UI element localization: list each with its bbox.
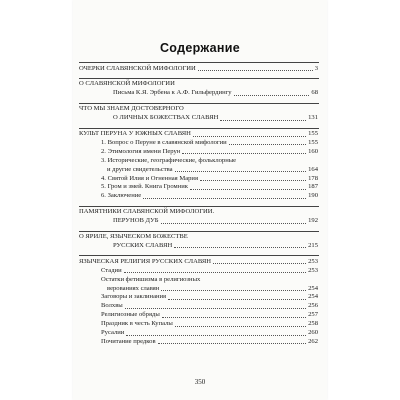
toc-entry[interactable]: [73, 166, 327, 174]
toc-entry-page: 257: [308, 311, 318, 319]
section-divider: [79, 78, 319, 79]
toc-dot-leader: [175, 171, 307, 172]
toc-dot-leader: [158, 343, 307, 344]
toc-dot-leader: [229, 144, 306, 145]
toc-entry-page: 164: [308, 165, 318, 173]
toc-dot-leader: [190, 189, 306, 190]
toc-dot-leader: [161, 223, 307, 224]
toc-entry-title: Праздник в честь Купалы: [101, 320, 173, 328]
toc-entry[interactable]: [73, 302, 327, 310]
toc-entry-title: Заговоры и заклинания: [101, 293, 167, 301]
toc-dot-leader: [200, 180, 306, 181]
toc-entry-title: Волхвы: [101, 302, 123, 310]
toc-entry-title: Русалии: [101, 329, 125, 336]
toc-entry-title: Религиозные обряды: [101, 311, 160, 319]
toc-entry-page: 131: [308, 114, 318, 122]
toc-dot-leader: [193, 136, 306, 137]
toc-entry[interactable]: [73, 65, 327, 73]
toc-entry[interactable]: [73, 80, 327, 88]
toc-entry[interactable]: [73, 148, 327, 156]
toc-entry[interactable]: [73, 320, 327, 328]
toc-entry-page: 3: [314, 64, 318, 72]
toc-entry-title: КУЛЬТ ПЕРУНА У ЮЖНЫХ СЛАВЯН: [79, 130, 191, 137]
toc-dot-leader: [143, 198, 306, 199]
toc-entry-page: 68: [311, 89, 318, 97]
toc-entry[interactable]: [73, 217, 327, 225]
toc-dot-leader: [161, 290, 306, 291]
toc-entry-page: 254: [308, 293, 318, 301]
toc-entry[interactable]: [73, 285, 327, 293]
toc-dot-leader: [198, 70, 313, 71]
toc-entry[interactable]: [73, 157, 327, 165]
toc-entry-page: 155: [308, 138, 318, 146]
toc-entry-page: 262: [308, 337, 318, 345]
toc-entry[interactable]: [73, 192, 327, 200]
toc-entry[interactable]: [73, 139, 327, 147]
section-divider: [79, 62, 319, 63]
section-divider: [79, 103, 319, 104]
toc-entry-page: 187: [308, 183, 318, 191]
toc-entry-title: 4. Святой Илия и Огненная Мария: [101, 174, 198, 182]
page-number: 350: [194, 378, 206, 386]
section-divider: [79, 231, 319, 232]
toc-dot-leader: [125, 308, 306, 309]
toc-entry[interactable]: [73, 183, 327, 191]
toc-entry[interactable]: [73, 130, 327, 138]
toc-entry[interactable]: [73, 276, 327, 284]
toc-entry-title: Стадии: [101, 266, 122, 274]
table-of-contents: [73, 0, 327, 400]
toc-entry-page: 260: [308, 329, 318, 336]
toc-entry[interactable]: [73, 242, 327, 250]
section-divider: [79, 206, 319, 207]
toc-entry[interactable]: [73, 208, 327, 216]
toc-entry-page: 256: [308, 302, 318, 310]
toc-dot-leader: [175, 326, 306, 327]
toc-entry-page: 253: [308, 266, 318, 274]
toc-entry-title: РУССКИХ СЛАВЯН: [113, 241, 173, 249]
toc-entry-page: 254: [308, 284, 318, 292]
toc-entry-title: Остатки фетишизма в религиозных: [101, 275, 201, 283]
toc-entry[interactable]: [73, 105, 327, 113]
book-page: [73, 0, 327, 400]
toc-dot-leader: [124, 272, 306, 273]
toc-entry[interactable]: [73, 258, 327, 266]
toc-entry[interactable]: [73, 233, 327, 241]
toc-entry[interactable]: [73, 175, 327, 183]
toc-dot-leader: [213, 263, 306, 264]
toc-dot-leader: [162, 317, 306, 318]
toc-entry-page: 258: [308, 320, 318, 328]
toc-dot-leader: [168, 299, 306, 300]
toc-entry-title: О СЛАВЯНСКОЙ МИФОЛОГИИ: [79, 80, 175, 88]
toc-entry-title: верованиях славян: [107, 284, 160, 292]
toc-entry-title: ОЧЕРКИ СЛАВЯНСКОЙ МИФОЛОГИИ: [79, 64, 196, 72]
toc-entry-title: 1. Вопрос о Перуне в славянской мифологии: [101, 138, 227, 146]
toc-entry-title: Письма К.Я. Эрбена к А.Ф. Гильфердингу: [113, 89, 232, 97]
toc-entry[interactable]: [73, 89, 327, 97]
toc-entry-page: 215: [308, 241, 318, 249]
toc-dot-leader: [126, 335, 306, 336]
toc-entry-page: 192: [308, 217, 318, 225]
toc-entry-title: ЯЗЫЧЕСКАЯ РЕЛИГИЯ РУССКИХ СЛАВЯН: [79, 257, 212, 265]
toc-entry-title: 3. Исторические, географические, фольклорные: [101, 156, 237, 164]
page-title: Содержание: [159, 41, 240, 55]
toc-entry-page: 253: [308, 257, 318, 265]
toc-entry[interactable]: [73, 114, 327, 122]
toc-entry-title: 6. Заключение: [101, 192, 142, 200]
section-divider: [79, 128, 319, 129]
toc-entry[interactable]: [73, 338, 327, 346]
toc-entry-page: 190: [308, 192, 318, 200]
toc-entry[interactable]: [73, 329, 327, 337]
toc-entry[interactable]: [73, 311, 327, 319]
toc-entry-title: О ЛИЧНЫХ БОЖЕСТВАХ СЛАВЯН: [113, 114, 219, 122]
toc-entry-title: 5. Гром и змей. Книга Громник: [101, 183, 188, 191]
toc-dot-leader: [220, 120, 306, 121]
toc-dot-leader: [174, 247, 306, 248]
toc-entry[interactable]: [73, 267, 327, 275]
toc-entry-title: ПЕРУНОВ ДУБ: [113, 217, 159, 225]
toc-entry-title: ЧТО МЫ ЗНАЕМ ДОСТОВЕРНОГО: [79, 105, 184, 113]
toc-entry[interactable]: [73, 293, 327, 301]
toc-entry-title: Почитание предков: [101, 337, 156, 345]
toc-entry-page: 155: [308, 130, 318, 137]
toc-entry-title: ПАМЯТНИКИ СЛАВЯНСКОЙ МИФОЛОГИИ.: [79, 208, 215, 216]
toc-entry-page: 160: [308, 147, 318, 155]
toc-entry-title: и другие свидетельства: [107, 165, 173, 173]
toc-entry-title: О ЯРИЛЕ, ЯЗЫЧЕСКОМ БОЖЕСТВЕ: [79, 233, 188, 240]
section-divider: [79, 255, 319, 256]
toc-dot-leader: [234, 95, 310, 96]
toc-entry-title: 2. Этимология имени Перун: [101, 147, 181, 155]
toc-dot-leader: [182, 153, 306, 154]
toc-entry-page: 178: [308, 174, 318, 182]
